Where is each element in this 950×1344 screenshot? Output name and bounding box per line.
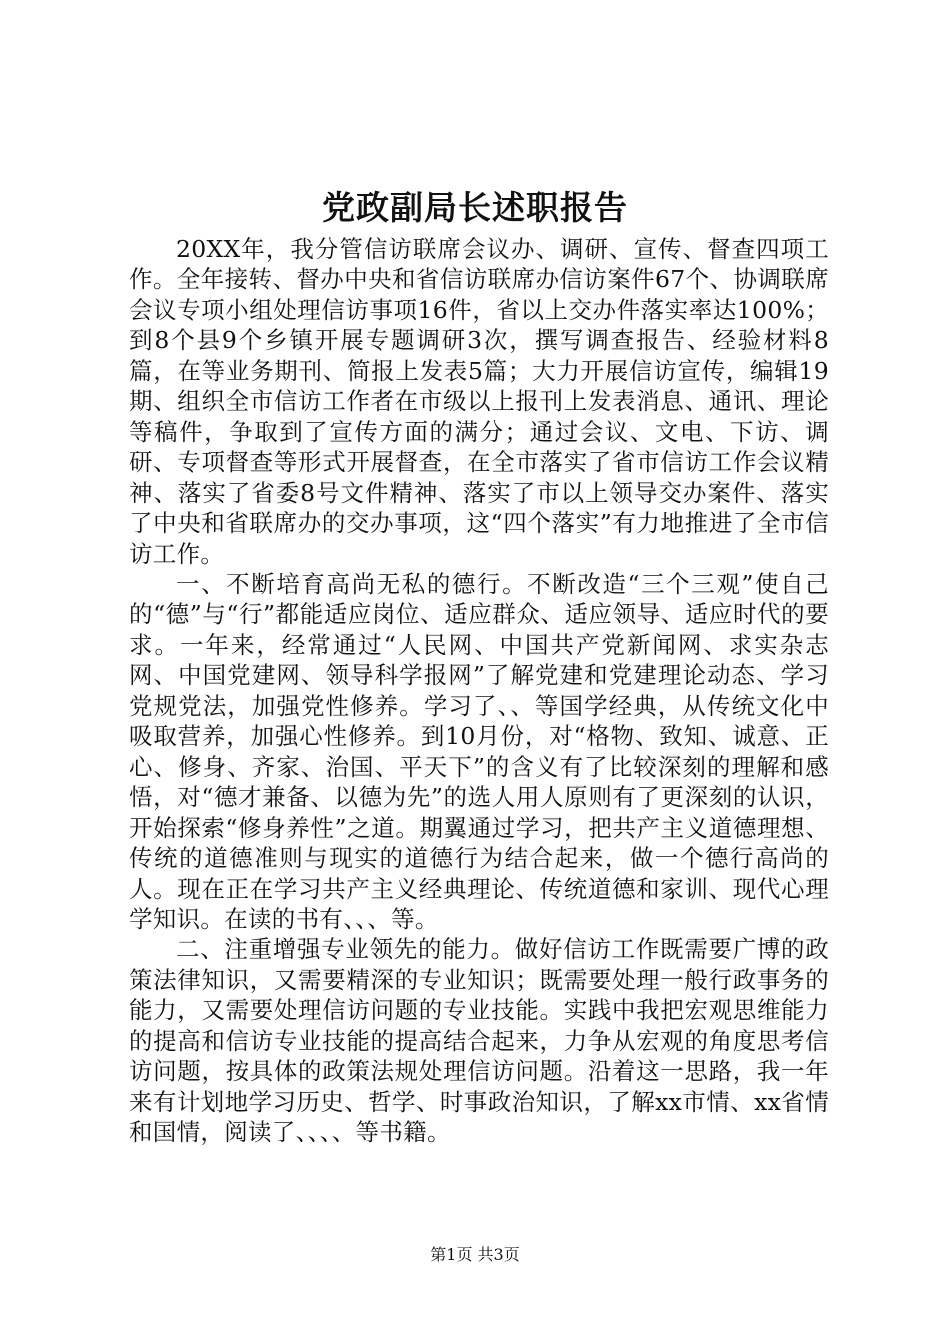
paragraph-section-two: 二、注重增强专业领先的能力。做好信访工作既需要广博的政策法律知识，又需要精深的专业知识；既需要处理一般行政事务的能力，又需要处理信访问题的专业技能。实践中我把宏观思维能力的提高和信访专业技能的提高结合起来，力争从宏观的角度思考信访问题，按具体的政策法规处理信访问题。沿着这一思路，我一年来有计划地学习历史、哲学、时事政治知识，了解xx市情、xx省情和国情，阅读了、、、、等书籍。 (129, 935, 829, 1147)
paragraph-intro: 20XX年，我分管信访联席会议办、调研、宣传、督查四项工作。全年接转、督办中央和省信访联席办信访案件67个、协调联席会议专项小组处理信访事项16件，省以上交办件落实率达100%；到8个县9个乡镇开展专题调研3次，撰写调查报告、经验材料8篇，在等业务期刊、简报上发表5篇；大力开展信访宣传，编辑19期、组织全市信访工作者在市级以上报刊上发表消息、通讯、理论等稿件，争取到了宣传方面的满分；通过会议、文电、下访、调研、专项督查等形式开展督查，在全市落实了省市信访工作会议精神、落实了省委8号文件精神、落实了市以上领导交办案件、落实了中央和省联席办的交办事项，这“四个落实”有力地推进了全市信访工作。 (129, 235, 829, 568)
paragraph-section-one: 一、不断培育高尚无私的德行。不断改造“三个三观”使自己的“德”与“行”都能适应岗位、适应群众、适应领导、适应时代的要求。一年来，经常通过“人民网、中国共产党新闻网、求实杂志网、中国党建网、领导科学报网”了解党建和党建理论动态、学习党规党法，加强党性修养。学习了、、等国学经典，从传统文化中吸取营养，加强心性修养。到10月份，对“格物、致知、诚意、正心、修身、齐家、治国、平天下”的含义有了比较深刻的理解和感悟，对“德才兼备、以德为先”的选人用人原则有了更深刻的认识，开始探索“修身养性”之道。期翼通过学习，把共产主义道德理想、传统的道德准则与现实的道德行为结合起来，做一个德行高尚的人。现在正在学习共产主义经典理论、传统道德和家训、现代心理学知识。在读的书有、、、等。 (129, 569, 829, 933)
document-title: 党政副局长述职报告 (322, 188, 628, 227)
page-footer (0, 1244, 950, 1266)
page-number: 第1页 共3页 (430, 1245, 520, 1264)
document-body (129, 234, 829, 1148)
